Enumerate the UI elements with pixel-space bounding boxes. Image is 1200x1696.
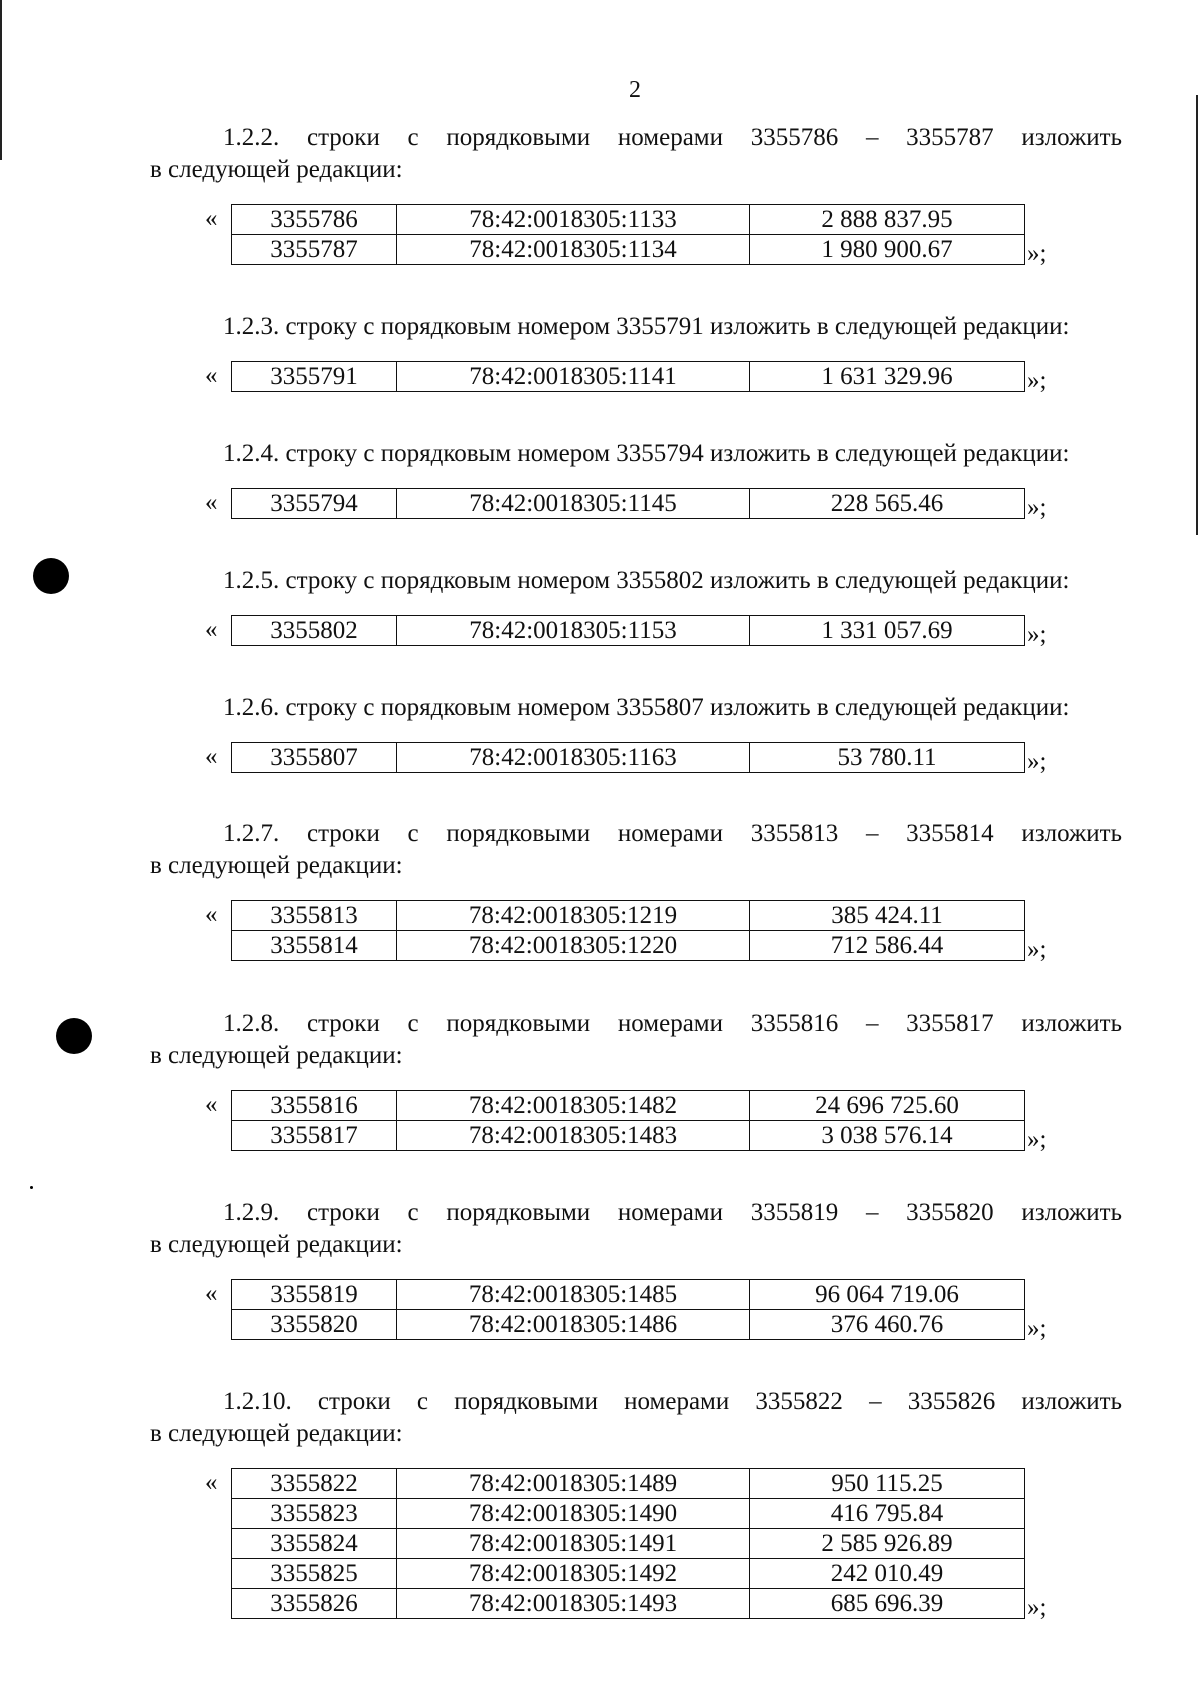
row-number-cell: 3355791 xyxy=(232,362,397,392)
row-number-cell: 3355824 xyxy=(232,1529,397,1559)
amendment-text-line: 1.2.7. строки с порядковыми номерами 3355813 – 3355814 изложить xyxy=(223,820,1122,847)
punch-hole-bottom xyxy=(56,1018,92,1054)
row-number-cell: 3355794 xyxy=(232,489,397,519)
amendment-text-line: в следующей редакции: xyxy=(150,852,403,879)
cadastral-number-cell: 78:42:0018305:1163 xyxy=(397,743,750,773)
table-row xyxy=(232,931,1025,961)
open-quote: « xyxy=(205,1091,218,1118)
value-cell: 2 888 837.95 xyxy=(750,205,1025,235)
cadastral-number-cell: 78:42:0018305:1489 xyxy=(397,1469,750,1499)
amendment-item xyxy=(150,818,1122,961)
table-row xyxy=(232,235,1025,265)
table-row xyxy=(232,1280,1025,1310)
row-number-cell: 3355826 xyxy=(232,1589,397,1619)
amendment-table-wrap xyxy=(205,361,1122,394)
table-row xyxy=(232,1091,1025,1121)
row-number-cell: 3355787 xyxy=(232,235,397,265)
amendment-table xyxy=(231,1279,1025,1340)
row-number-cell: 3355817 xyxy=(232,1121,397,1151)
table-row xyxy=(232,1499,1025,1529)
amendment-item xyxy=(150,565,1122,646)
close-quote: »; xyxy=(1027,1315,1047,1342)
open-quote: « xyxy=(205,743,218,770)
table-row xyxy=(232,1121,1025,1151)
scan-speck xyxy=(30,1186,33,1189)
cadastral-number-cell: 78:42:0018305:1219 xyxy=(397,901,750,931)
amendment-table xyxy=(231,1468,1025,1619)
close-quote: »; xyxy=(1027,621,1047,648)
row-number-cell: 3355816 xyxy=(232,1091,397,1121)
amendment-text-line: в следующей редакции: xyxy=(150,1420,403,1447)
amendment-table xyxy=(231,900,1025,961)
amendment-table xyxy=(231,361,1025,392)
amendment-text xyxy=(150,122,1122,186)
open-quote: « xyxy=(205,1280,218,1307)
amendment-text-line: 1.2.9. строки с порядковыми номерами 3355819 – 3355820 изложить xyxy=(223,1199,1122,1226)
value-cell: 1 331 057.69 xyxy=(750,616,1025,646)
cadastral-number-cell: 78:42:0018305:1486 xyxy=(397,1310,750,1340)
amendment-text-line: 1.2.10. строки с порядковыми номерами 3355822 – 3355826 изложить xyxy=(223,1388,1122,1415)
value-cell: 242 010.49 xyxy=(750,1559,1025,1589)
table-row xyxy=(232,205,1025,235)
table-row xyxy=(232,362,1025,392)
value-cell: 416 795.84 xyxy=(750,1499,1025,1529)
amendment-item xyxy=(150,1197,1122,1340)
row-number-cell: 3355802 xyxy=(232,616,397,646)
amendment-text: 1.2.4. строку с порядковым номером 3355794 изложить в следующей редакции: xyxy=(223,440,1070,467)
amendment-text: 1.2.6. строку с порядковым номером 3355807 изложить в следующей редакции: xyxy=(223,694,1070,721)
amendment-text xyxy=(150,1197,1122,1261)
amendment-table xyxy=(231,204,1025,265)
cadastral-number-cell: 78:42:0018305:1220 xyxy=(397,931,750,961)
close-quote: »; xyxy=(1027,1126,1047,1153)
row-number-cell: 3355823 xyxy=(232,1499,397,1529)
amendment-text xyxy=(150,1008,1122,1072)
amendment-item xyxy=(150,692,1122,773)
amendment-table-wrap xyxy=(205,900,1122,963)
amendment-item xyxy=(150,1386,1122,1619)
value-cell: 385 424.11 xyxy=(750,901,1025,931)
close-quote: »; xyxy=(1027,748,1047,775)
row-number-cell: 3355820 xyxy=(232,1310,397,1340)
cadastral-number-cell: 78:42:0018305:1134 xyxy=(397,235,750,265)
value-cell: 53 780.11 xyxy=(750,743,1025,773)
amendment-table-wrap xyxy=(205,615,1122,648)
table-row xyxy=(232,901,1025,931)
close-quote: »; xyxy=(1027,240,1047,267)
row-number-cell: 3355813 xyxy=(232,901,397,931)
punch-hole-top xyxy=(33,558,69,594)
amendment-table xyxy=(231,488,1025,519)
cadastral-number-cell: 78:42:0018305:1493 xyxy=(397,1589,750,1619)
amendment-table xyxy=(231,615,1025,646)
table-row xyxy=(232,1529,1025,1559)
amendment-text xyxy=(150,1386,1122,1450)
open-quote: « xyxy=(205,616,218,643)
cadastral-number-cell: 78:42:0018305:1491 xyxy=(397,1529,750,1559)
table-row xyxy=(232,489,1025,519)
value-cell: 96 064 719.06 xyxy=(750,1280,1025,1310)
row-number-cell: 3355819 xyxy=(232,1280,397,1310)
cadastral-number-cell: 78:42:0018305:1492 xyxy=(397,1559,750,1589)
value-cell: 3 038 576.14 xyxy=(750,1121,1025,1151)
amendment-table xyxy=(231,742,1025,773)
open-quote: « xyxy=(205,489,218,516)
value-cell: 950 115.25 xyxy=(750,1469,1025,1499)
amendment-text: 1.2.5. строку с порядковым номером 3355802 изложить в следующей редакции: xyxy=(223,567,1070,594)
value-cell: 228 565.46 xyxy=(750,489,1025,519)
cadastral-number-cell: 78:42:0018305:1133 xyxy=(397,205,750,235)
open-quote: « xyxy=(205,901,218,928)
amendment-item xyxy=(150,1008,1122,1151)
table-row xyxy=(232,1559,1025,1589)
value-cell: 685 696.39 xyxy=(750,1589,1025,1619)
amendment-item xyxy=(150,311,1122,392)
value-cell: 376 460.76 xyxy=(750,1310,1025,1340)
amendment-table xyxy=(231,1090,1025,1151)
row-number-cell: 3355825 xyxy=(232,1559,397,1589)
close-quote: »; xyxy=(1027,367,1047,394)
amendment-text-line: в следующей редакции: xyxy=(150,1042,403,1069)
table-row xyxy=(232,1469,1025,1499)
amendment-text-line: в следующей редакции: xyxy=(150,156,403,183)
cadastral-number-cell: 78:42:0018305:1483 xyxy=(397,1121,750,1151)
close-quote: »; xyxy=(1027,936,1047,963)
table-row xyxy=(232,1589,1025,1619)
close-quote: »; xyxy=(1027,494,1047,521)
right-edge-mark xyxy=(1196,95,1198,535)
open-quote: « xyxy=(205,205,218,232)
cadastral-number-cell: 78:42:0018305:1485 xyxy=(397,1280,750,1310)
amendment-text xyxy=(150,818,1122,882)
cadastral-number-cell: 78:42:0018305:1153 xyxy=(397,616,750,646)
amendment-text-line: 1.2.8. строки с порядковыми номерами 3355816 – 3355817 изложить xyxy=(223,1010,1122,1037)
cadastral-number-cell: 78:42:0018305:1141 xyxy=(397,362,750,392)
row-number-cell: 3355822 xyxy=(232,1469,397,1499)
open-quote: « xyxy=(205,1469,218,1496)
value-cell: 1 980 900.67 xyxy=(750,235,1025,265)
row-number-cell: 3355814 xyxy=(232,931,397,961)
open-quote: « xyxy=(205,362,218,389)
table-row xyxy=(232,616,1025,646)
amendment-table-wrap xyxy=(205,488,1122,521)
value-cell: 712 586.44 xyxy=(750,931,1025,961)
row-number-cell: 3355786 xyxy=(232,205,397,235)
amendment-text-line: 1.2.2. строки с порядковыми номерами 3355786 – 3355787 изложить xyxy=(223,124,1122,151)
amendment-table-wrap xyxy=(205,1090,1122,1153)
value-cell: 24 696 725.60 xyxy=(750,1091,1025,1121)
amendment-table-wrap xyxy=(205,204,1122,267)
table-row xyxy=(232,743,1025,773)
amendment-item xyxy=(150,438,1122,519)
amendment-table-wrap xyxy=(205,1468,1122,1621)
value-cell: 2 585 926.89 xyxy=(750,1529,1025,1559)
amendment-text-line: в следующей редакции: xyxy=(150,1231,403,1258)
cadastral-number-cell: 78:42:0018305:1145 xyxy=(397,489,750,519)
cadastral-number-cell: 78:42:0018305:1482 xyxy=(397,1091,750,1121)
close-quote: »; xyxy=(1027,1594,1047,1621)
page-number: 2 xyxy=(629,77,641,103)
value-cell: 1 631 329.96 xyxy=(750,362,1025,392)
amendment-table-wrap xyxy=(205,1279,1122,1342)
amendment-item xyxy=(150,122,1122,265)
amendment-text: 1.2.3. строку с порядковым номером 3355791 изложить в следующей редакции: xyxy=(223,313,1070,340)
cadastral-number-cell: 78:42:0018305:1490 xyxy=(397,1499,750,1529)
table-row xyxy=(232,1310,1025,1340)
amendment-table-wrap xyxy=(205,742,1122,775)
row-number-cell: 3355807 xyxy=(232,743,397,773)
